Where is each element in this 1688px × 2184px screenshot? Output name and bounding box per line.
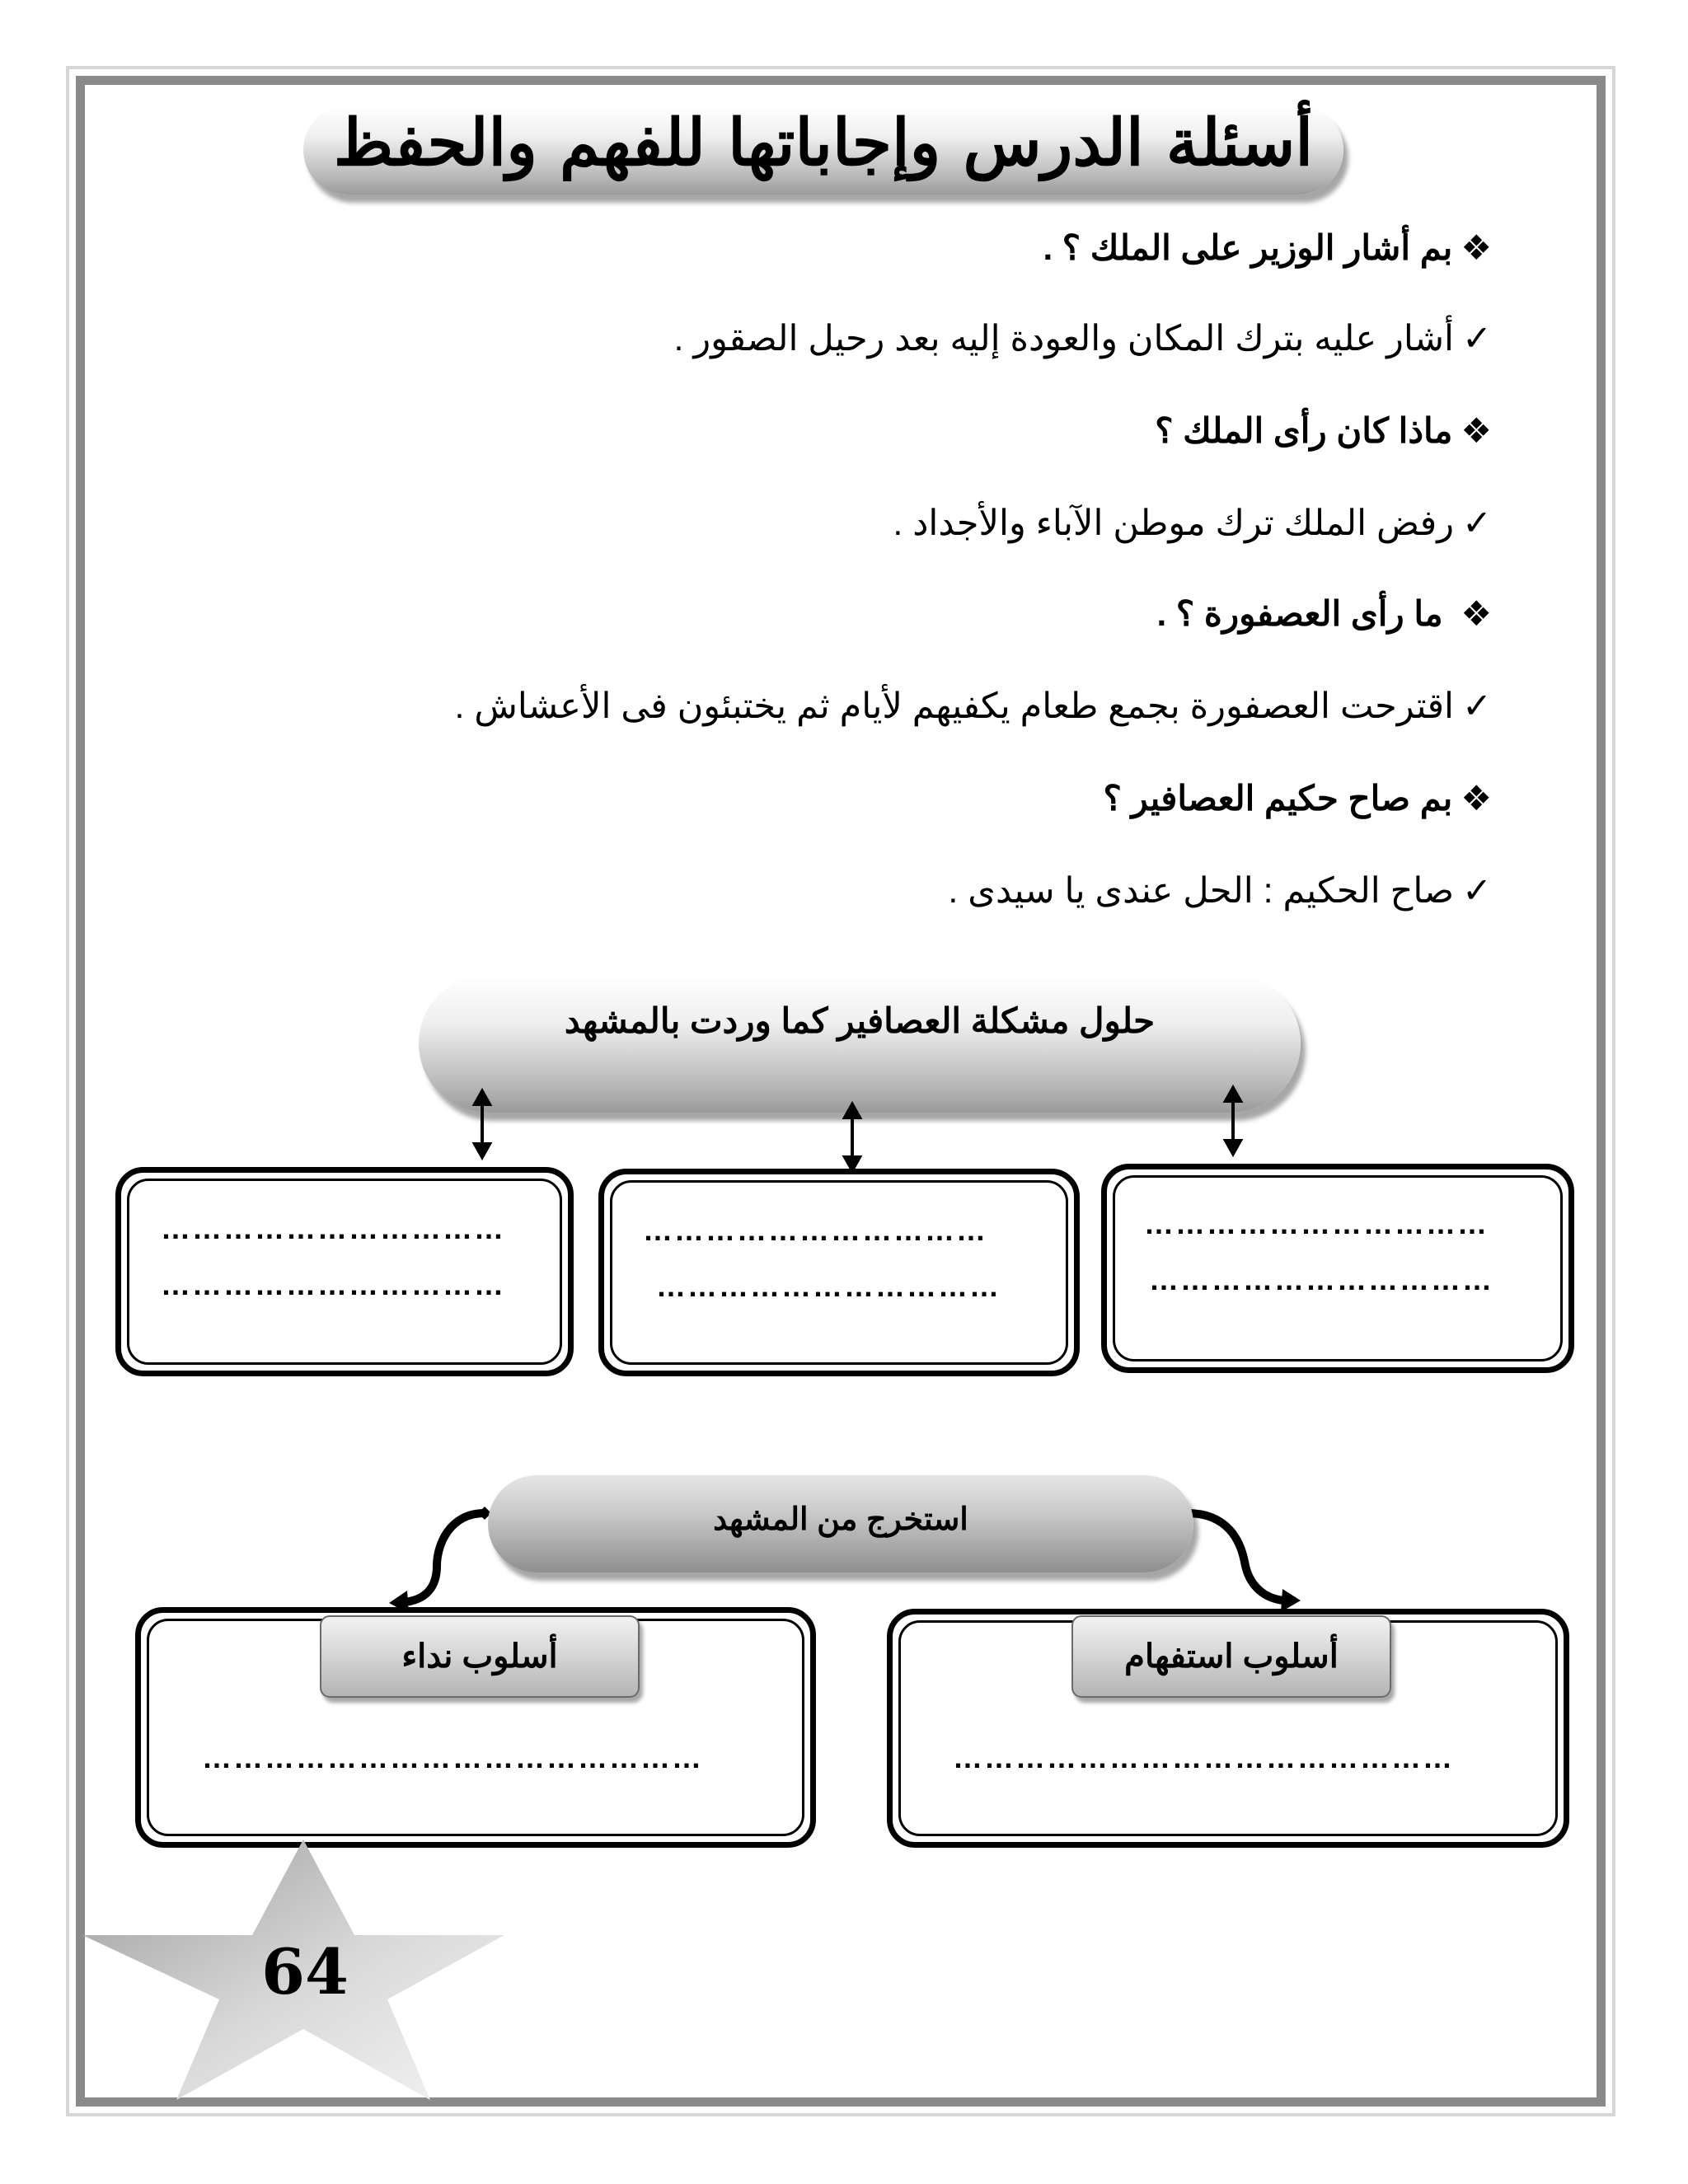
answer-text: اقترحت العصفورة بجمع طعام يكفيهم لأيام ثم يختبئون فى الأعشاش . — [454, 687, 1454, 726]
diamond-bullet-icon: ❖ — [1461, 410, 1492, 451]
question-text: بم صاح حكيم العصافير ؟ — [1103, 779, 1453, 818]
check-icon: ✓ — [1461, 503, 1492, 544]
answer-text: أشار عليه بترك المكان والعودة إليه بعد رحيل الصقور . — [673, 319, 1454, 359]
answer-text: رفض الملك ترك موطن الآباء والأجداد . — [893, 504, 1454, 543]
question-text: ما رأى العصفورة ؟ . — [1156, 594, 1453, 633]
question-text: بم أشار الوزير على الملك ؟ . — [1043, 228, 1453, 267]
diamond-bullet-icon: ❖ — [1461, 593, 1492, 634]
diamond-bullet-icon: ❖ — [1461, 227, 1492, 268]
check-icon: ✓ — [1461, 686, 1492, 727]
solution-line[interactable]: …………………………… — [643, 1213, 987, 1247]
check-icon: ✓ — [1461, 870, 1492, 912]
solution-line[interactable]: …………………………… — [161, 1212, 505, 1245]
page-number: 64 — [261, 1935, 349, 2008]
interrogative-label: أسلوب استفهام — [1071, 1615, 1391, 1698]
question-text: ماذا كان رأى الملك ؟ — [1155, 411, 1453, 450]
check-icon: ✓ — [1461, 318, 1492, 359]
answer-text: صاح الحكيم : الحل عندى يا سيدى . — [948, 871, 1454, 911]
solution-line[interactable]: …………………………… — [1144, 1207, 1489, 1240]
page-title: أسئلة الدرس وإجاباتها للفهم والحفظ — [333, 105, 1314, 180]
interrogative-answer-line[interactable]: ………………………………………… — [953, 1741, 1454, 1774]
solution-line[interactable]: …………………………… — [656, 1269, 1001, 1303]
solution-line[interactable]: …………………………… — [1149, 1263, 1493, 1296]
solutions-title: حلول مشكلة العصافير كما وردت بالمشهد — [564, 1001, 1156, 1040]
extract-title: استخرج من المشهد — [713, 1502, 968, 1537]
vocative-answer-line[interactable]: ………………………………………… — [202, 1741, 703, 1774]
vocative-label: أسلوب نداء — [320, 1615, 640, 1698]
solution-line[interactable]: …………………………… — [161, 1268, 505, 1301]
diamond-bullet-icon: ❖ — [1461, 778, 1492, 818]
